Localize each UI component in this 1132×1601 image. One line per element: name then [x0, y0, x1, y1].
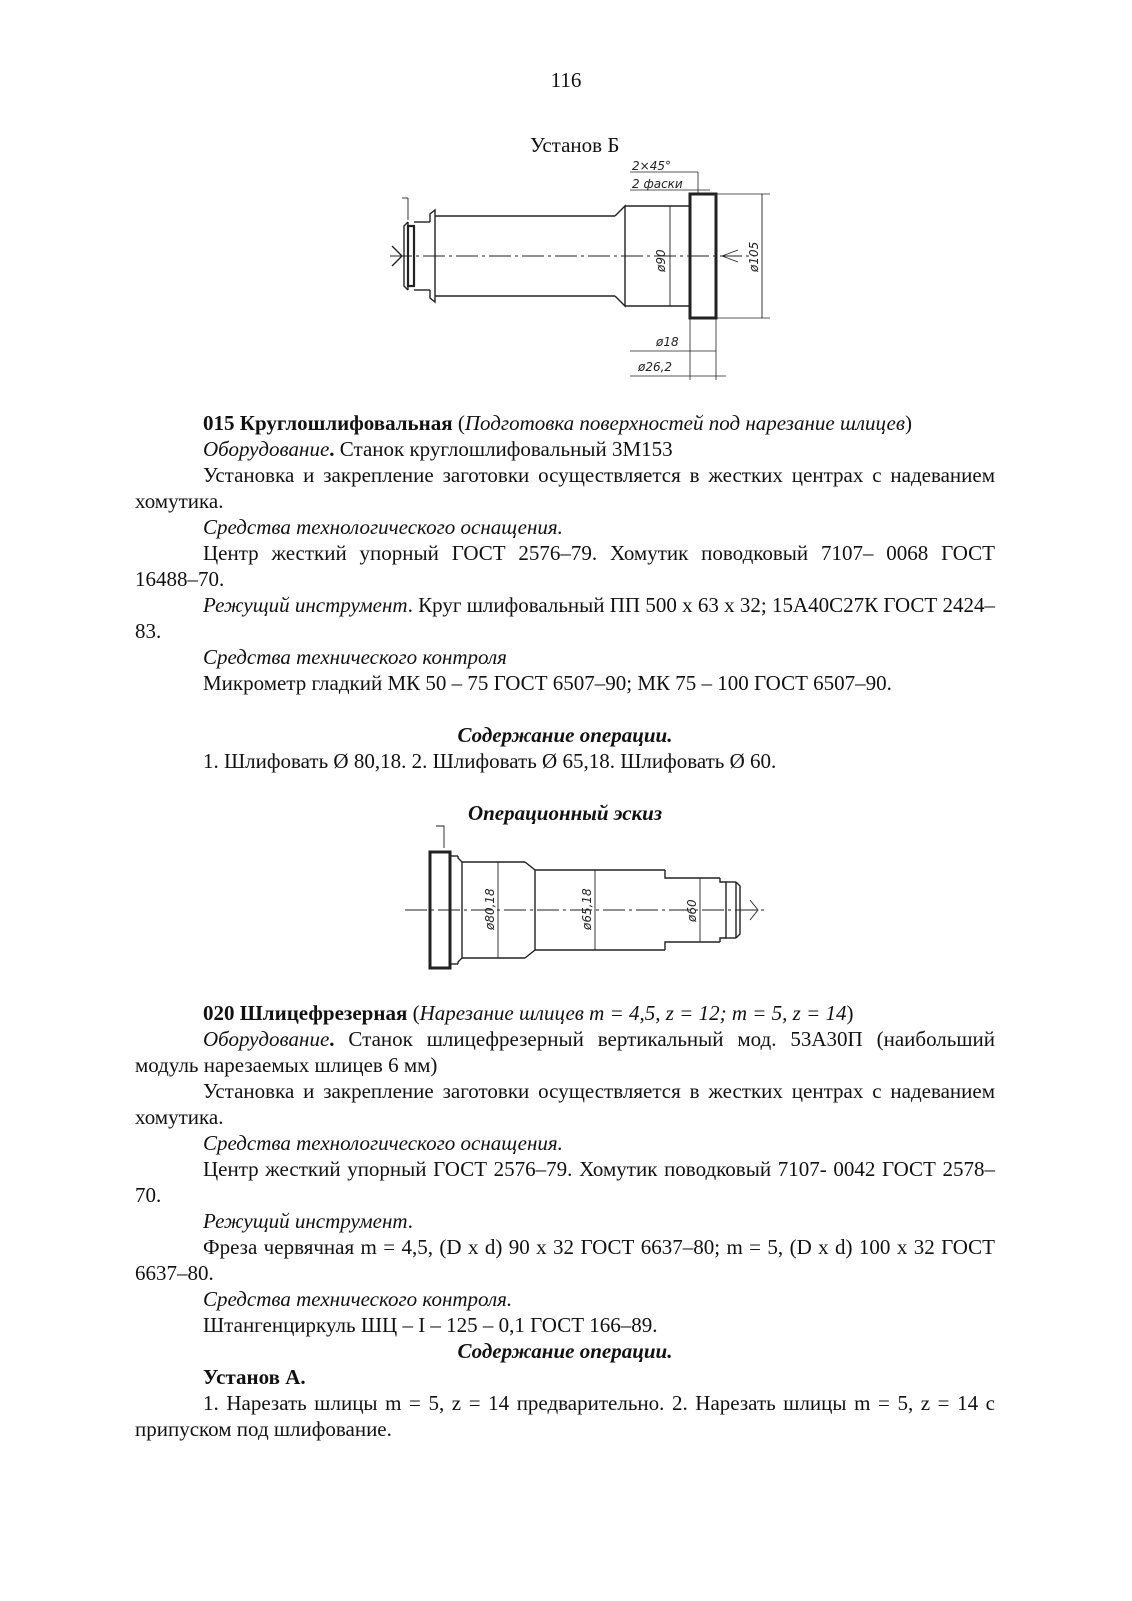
- op015-tech-label: Средства технологического оснащения.: [203, 515, 563, 539]
- dim-d90: ø90: [654, 249, 668, 272]
- op015-equipment: Оборудование. Станок круглошлифовальный 3М153: [203, 437, 673, 461]
- op020-cutting-text: Фреза червячная m = 4,5, (D x d) 90 х 32 ГОСТ 6637–80; m = 5, (D x d) 100 х 32 ГОСТ 6637–80.: [135, 1235, 995, 1285]
- dim-d105: ø105: [747, 241, 761, 272]
- dim-d60: ø60: [685, 899, 699, 922]
- dim-d65: ø65,18: [580, 888, 594, 930]
- setup-b-label: Установ Б: [530, 133, 620, 157]
- op020-content-title: Содержание операции.: [457, 1339, 673, 1363]
- op020-tech-text: Центр жесткий упорный ГОСТ 2576–79. Хомутик поводковый 7107- 0042 ГОСТ 2578–70.: [135, 1157, 995, 1207]
- op015-mount: Установка и закрепление заготовки осуществляется в жестких центрах с надеванием хомутика.: [135, 463, 995, 513]
- op020-content-text: 1. Нарезать шлицы m = 5, z = 14 предварительно. 2. Нарезать шлицы m = 5, z = 14 с припуском под шлифование.: [135, 1391, 995, 1441]
- op020-control-label: Средства технического контроля.: [203, 1287, 513, 1311]
- shaft-sketch-setup-b: [380, 150, 800, 385]
- dim-d80: ø80,18: [483, 888, 497, 930]
- dim-d18: ø18: [656, 335, 679, 349]
- dim-chamfer: 2×45°: [632, 159, 671, 173]
- dim-d26: ø26,2: [638, 360, 673, 374]
- op015-title: 015 Круглошлифовальная (Подготовка поверхностей под нарезание шлицев): [203, 411, 912, 435]
- op020-tech-label: Средства технологического оснащения.: [203, 1131, 563, 1155]
- op015-control-label: Средства технического контроля: [203, 645, 507, 669]
- op015-sketch-title: Операционный эскиз: [467, 801, 663, 825]
- op015-tech-text: Центр жесткий упорный ГОСТ 2576–79. Хомутик поводковый 7107– 0068 ГОСТ 16488–70.: [135, 541, 995, 591]
- op020-equipment: Оборудование. Станок шлицефрезерный вертикальный мод. 53А30П (наибольший модуль нарезаемых шлицев 6 мм): [135, 1027, 996, 1077]
- op020-title: 020 Шлицефрезерная (Нарезание шлицев m = 4,5, z = 12; m = 5, z = 14): [203, 1001, 854, 1025]
- op015-control-text: Микрометр гладкий МК 50 – 75 ГОСТ 6507–90; МК 75 – 100 ГОСТ 6507–90.: [203, 671, 892, 695]
- page-number: 116: [550, 68, 582, 92]
- op015-content-text: 1. Шлифовать Ø 80,18. 2. Шлифовать Ø 65,18. Шлифовать Ø 60.: [203, 749, 777, 773]
- op015-cutting: Режущий инструмент. Круг шлифовальный ПП 500 х 63 х 32; 15А40С27К ГОСТ 2424–83.: [135, 593, 996, 643]
- op020-setup-a: Установ А.: [203, 1365, 306, 1389]
- op015-content-title: Содержание операции.: [457, 723, 673, 747]
- op020-mount: Установка и закрепление заготовки осуществляется в жестких центрах с надеванием хомутика.: [135, 1079, 995, 1129]
- op020-cutting-label: Режущий инструмент.: [203, 1209, 413, 1233]
- dim-chamfer-count: 2 фаски: [632, 177, 683, 191]
- op020-control-text: Штангенциркуль ШЦ – I – 125 – 0,1 ГОСТ 166–89.: [203, 1313, 658, 1337]
- shaft-sketch-op015: [400, 818, 770, 978]
